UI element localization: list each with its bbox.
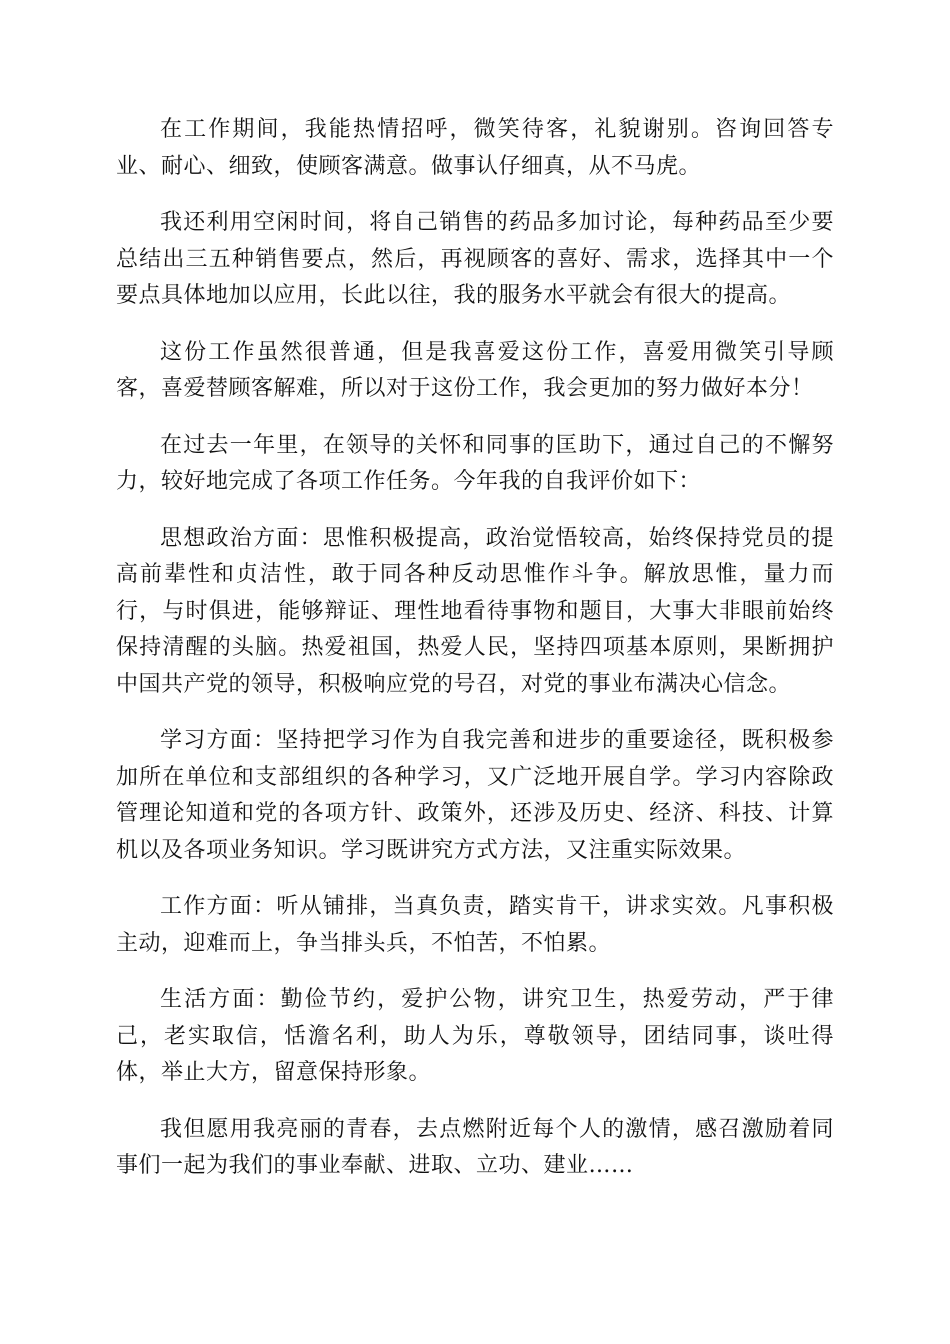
paragraph-work: 工作方面：听从铺排，当真负责，踏实肯干，讲求实效。凡事积极主动，迎难而上，争当排头兵，不怕苦，不怕累。 <box>116 894 834 956</box>
paragraph-closing: 我但愿用我亮丽的青春，去点燃附近每个人的激情，感召激励着同事们一起为我们的事业奉献、进取、立功、建业…… <box>116 1116 834 1178</box>
paragraph-service-attitude: 在工作期间，我能热情招呼，微笑待客，礼貌谢别。咨询回答专业、耐心、细致，使顾客满意。做事认仔细真，从不马虎。 <box>116 117 834 179</box>
paragraph-year-summary: 在过去一年里，在领导的关怀和同事的匡助下，通过自己的不懈努力，较好地完成了各项工作任务。今年我的自我评价如下： <box>116 432 834 494</box>
paragraph-product-study: 我还利用空闲时间，将自己销售的药品多加讨论，每种药品至少要总结出三五种销售要点，然后，再视顾客的喜好、需求，选择其中一个要点具体地加以应用，长此以往，我的服务水平就会有很大的提高。 <box>116 210 834 308</box>
paragraph-life: 生活方面：勤俭节约，爱护公物，讲究卫生，热爱劳动，严于律己，老实取信，恬澹名利，助人为乐，尊敬领导，团结同事，谈吐得体，举止大方，留意保持形象。 <box>116 987 834 1085</box>
paragraph-political-thought: 思想政治方面：思惟积极提高，政治觉悟较高，始终保持党员的提高前辈性和贞洁性，敢于同各种反动思惟作斗争。解放思惟，量力而行，与时俱进，能够辩证、理性地看待事物和题目，大事大非眼前始终保持清醒的头脑。热爱祖国，热爱人民，坚持四项基本原则，果断拥护中国共产党的领导，积极响应党的号召，对党的事业布满决心信念。 <box>116 525 834 697</box>
document-body <box>116 112 834 1205</box>
paragraph-study: 学习方面：坚持把学习作为自我完善和进步的重要途径，既积极参加所在单位和支部组织的各种学习，又广泛地开展自学。学习内容除政管理论知道和党的各项方针、政策外，还涉及历史、经济、科技、计算机以及各项业务知识。学习既讲究方式方法，又注重实际效果。 <box>116 728 834 863</box>
paragraph-job-love: 这份工作虽然很普通，但是我喜爱这份工作，喜爱用微笑引导顾客，喜爱替顾客解难，所以对于这份工作，我会更加的努力做好本分！ <box>116 339 834 401</box>
